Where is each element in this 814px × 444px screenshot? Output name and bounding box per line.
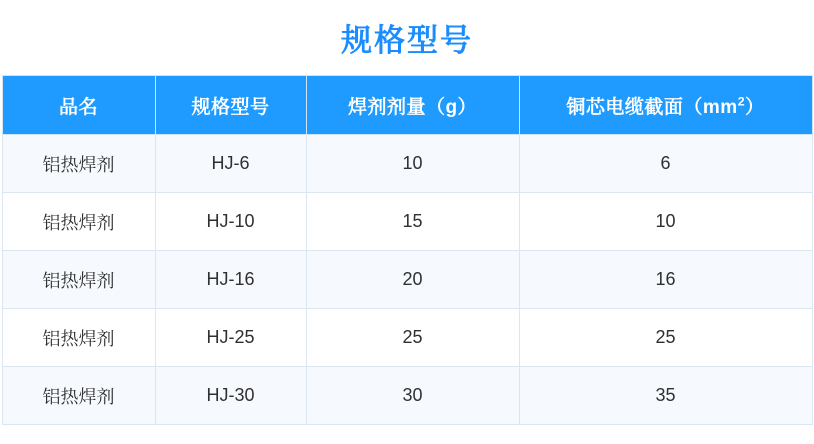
- cell-section: 16: [519, 251, 812, 309]
- table-row: [2, 251, 812, 309]
- spec-table: [2, 75, 813, 425]
- table-header: [2, 76, 812, 135]
- column-header-dose: 焊剂剂量（g）: [306, 76, 519, 135]
- table-row: [2, 193, 812, 251]
- cell-name: 铝热焊剂: [2, 135, 155, 193]
- column-header-model: 规格型号: [155, 76, 306, 135]
- cell-section: 10: [519, 193, 812, 251]
- column-header-section-prefix: 铜芯电缆截面（mm: [566, 96, 738, 118]
- cell-name: 铝热焊剂: [2, 193, 155, 251]
- table-header-row: [2, 76, 812, 135]
- cell-model: HJ-6: [155, 135, 306, 193]
- cell-section: 6: [519, 135, 812, 193]
- cell-name: 铝热焊剂: [2, 251, 155, 309]
- column-header-section-suffix: ）: [745, 96, 765, 118]
- cell-model: HJ-16: [155, 251, 306, 309]
- cell-dose: 25: [306, 309, 519, 367]
- table-row: [2, 135, 812, 193]
- table-row: [2, 367, 812, 425]
- cell-name: 铝热焊剂: [2, 367, 155, 425]
- table-body: [2, 135, 812, 425]
- cell-dose: 10: [306, 135, 519, 193]
- column-header-name: 品名: [2, 76, 155, 135]
- cell-dose: 20: [306, 251, 519, 309]
- cell-dose: 15: [306, 193, 519, 251]
- page-title: 规格型号: [341, 23, 473, 58]
- cell-model: HJ-10: [155, 193, 306, 251]
- cell-model: HJ-25: [155, 309, 306, 367]
- cell-name: 铝热焊剂: [2, 309, 155, 367]
- cell-section: 35: [519, 367, 812, 425]
- table-row: [2, 309, 812, 367]
- cell-section: 25: [519, 309, 812, 367]
- cell-dose: 30: [306, 367, 519, 425]
- column-header-section: [519, 76, 812, 135]
- column-header-section-superscript: 2: [737, 94, 746, 109]
- cell-model: HJ-30: [155, 367, 306, 425]
